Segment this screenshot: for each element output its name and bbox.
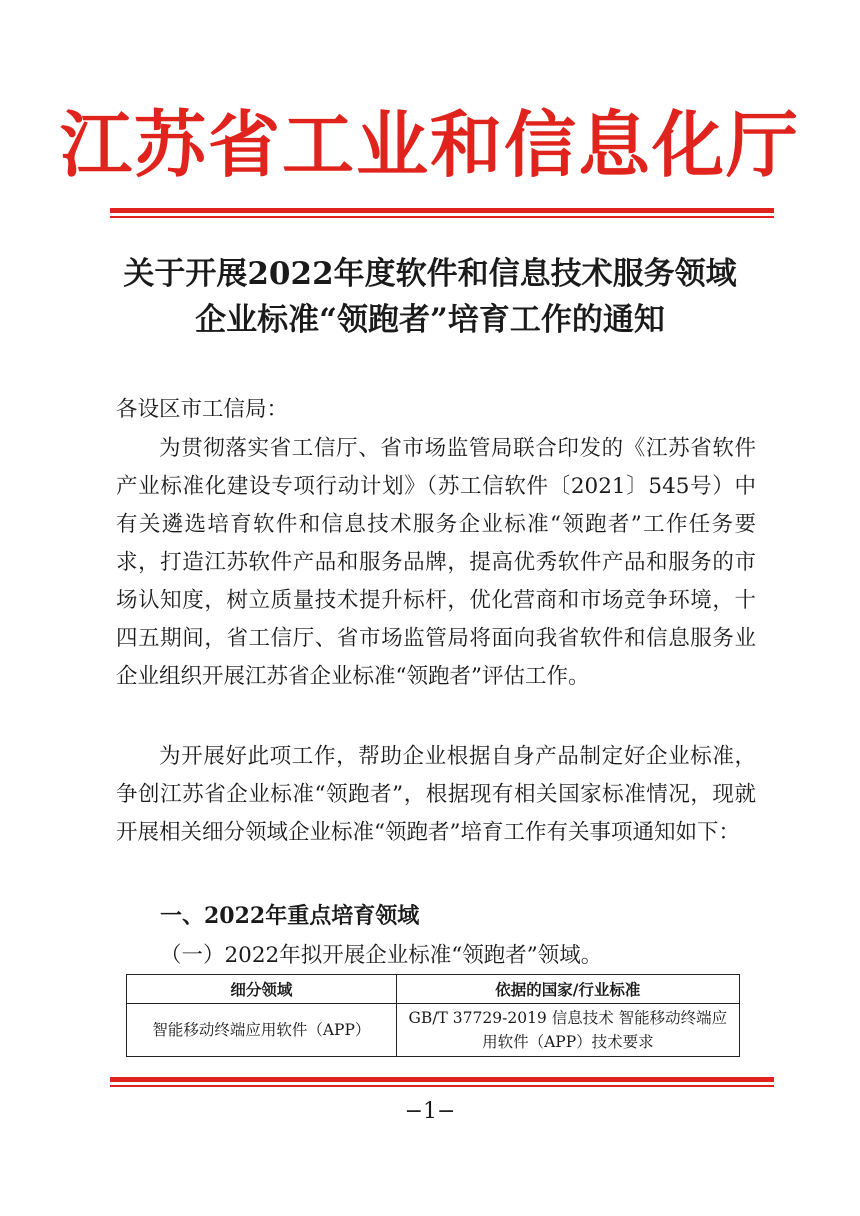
table-header-cell: 细分领域 — [127, 975, 397, 1004]
table-header-cell: 依据的国家/行业标准 — [396, 975, 739, 1004]
table-cell: 智能移动终端应用软件（APP） — [127, 1004, 397, 1057]
issuer-header: 江苏省工业和信息化厅 — [59, 103, 800, 187]
document-title-line2: 企业标准“领跑者”培育工作的通知 — [195, 302, 665, 338]
header-rule-thin — [110, 216, 774, 218]
page-number: −1− — [404, 1099, 456, 1124]
table-cell: GB/T 37729-2019 信息技术 智能移动终端应用软件（APP）技术要求 — [396, 1004, 739, 1057]
header-rule-thick — [110, 208, 774, 213]
body-paragraph-1: 为贯彻落实省工信厅、省市场监管局联合印发的《江苏省软件产业标准化建设专项行动计划》（苏工信软件〔2021〕545号）中有关遴选培育软件和信息技术服务企业标准“领跑者”工作任务要求，打造江苏软件产品和服务品牌，提高优秀软件产品和服务的市场认知度，树立质量技术提升标杆，优化营商和市场竞争环境，十四五期间，省工信厅、省市场监管局将面向我省软件和信息服务业企业组织开展江苏省企业标准“领跑者”评估工作。 — [116, 436, 756, 689]
table-row — [127, 1004, 740, 1057]
body-paragraph-2: 为开展好此项工作，帮助企业根据自身产品制定好企业标准，争创江苏省企业标准“领跑者”，根据现有相关国家标准情况，现就开展相关细分领域企业标准“领跑者”培育工作有关事项通知如下： — [116, 744, 756, 845]
table-header-row — [127, 975, 740, 1004]
document-title-line1: 关于开展2022年度软件和信息技术服务领域 — [123, 256, 737, 292]
section-heading: 一、2022年重点培育领域 — [160, 903, 420, 929]
sub-heading: （一）2022年拟开展企业标准“领跑者”领域。 — [160, 943, 603, 968]
footer-rule-thin — [110, 1085, 774, 1087]
domain-table — [126, 974, 740, 1057]
footer-rule-thick — [110, 1077, 774, 1082]
salutation: 各设区市工信局： — [116, 397, 289, 422]
